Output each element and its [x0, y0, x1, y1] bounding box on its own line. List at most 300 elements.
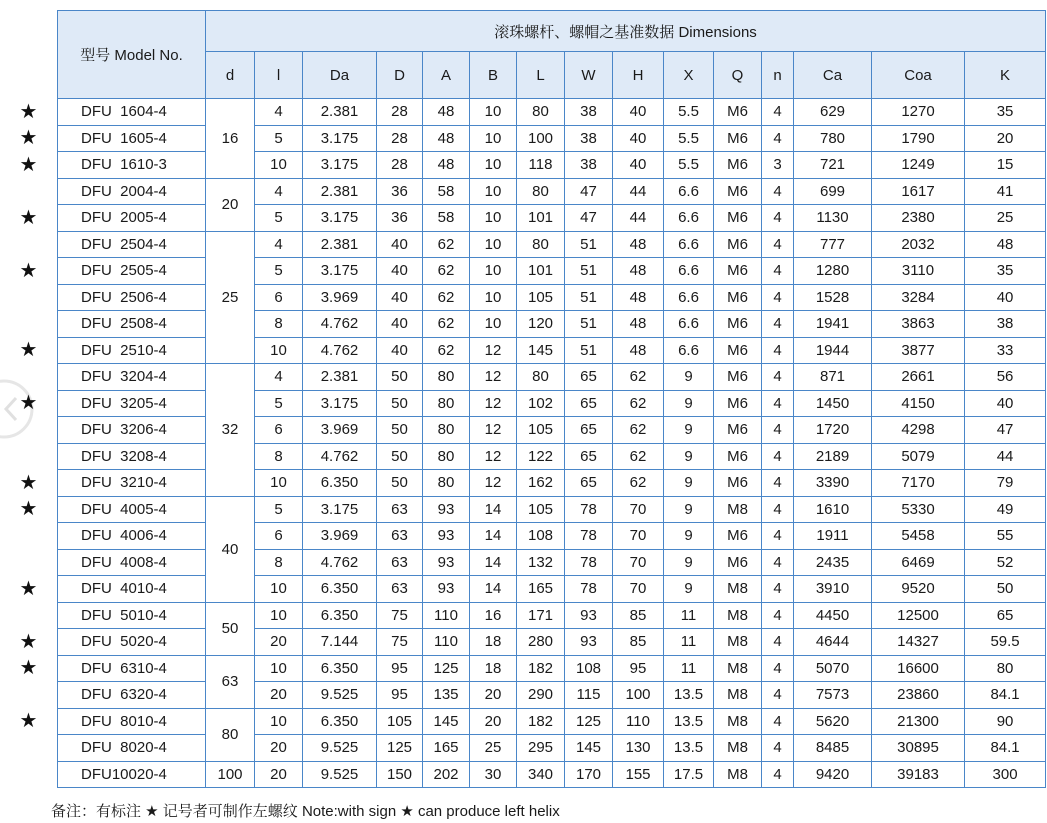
table-row: [58, 602, 1046, 629]
value-cell: 6469: [872, 549, 965, 576]
value-cell: 1617: [872, 178, 965, 205]
column-header-row: [58, 52, 1046, 99]
value-cell: 871: [794, 364, 872, 391]
value-cell: 65: [565, 470, 613, 497]
value-cell: 5079: [872, 443, 965, 470]
value-cell: 28: [377, 152, 423, 179]
value-cell: 290: [517, 682, 565, 709]
value-cell: 13.5: [664, 735, 714, 762]
value-cell: 3.969: [303, 284, 377, 311]
value-cell: 10: [470, 152, 517, 179]
value-cell: 5: [255, 258, 303, 285]
value-cell: 4: [762, 284, 794, 311]
value-cell: M6: [714, 152, 762, 179]
star-icon: ★: [19, 206, 38, 229]
column-header: A: [423, 52, 470, 99]
value-cell: 5620: [794, 708, 872, 735]
model-cell: DFU 1604-4: [58, 99, 206, 126]
value-cell: 39183: [872, 761, 965, 788]
value-cell: 33: [965, 337, 1046, 364]
d-cell: 25: [206, 231, 255, 364]
value-cell: 47: [965, 417, 1046, 444]
model-cell: DFU 1610-3: [58, 152, 206, 179]
model-cell: DFU 1605-4: [58, 125, 206, 152]
value-cell: 18: [470, 655, 517, 682]
value-cell: 21300: [872, 708, 965, 735]
value-cell: 50: [965, 576, 1046, 603]
value-cell: 62: [423, 284, 470, 311]
value-cell: 9.525: [303, 682, 377, 709]
value-cell: 10: [470, 125, 517, 152]
value-cell: 4: [762, 549, 794, 576]
value-cell: 2189: [794, 443, 872, 470]
value-cell: 58: [423, 178, 470, 205]
model-cell: DFU 4006-4: [58, 523, 206, 550]
value-cell: M8: [714, 708, 762, 735]
value-cell: 10: [255, 708, 303, 735]
value-cell: 182: [517, 655, 565, 682]
value-cell: 4: [762, 99, 794, 126]
model-cell: DFU 3206-4: [58, 417, 206, 444]
value-cell: M8: [714, 761, 762, 788]
value-cell: 9: [664, 549, 714, 576]
value-cell: 3390: [794, 470, 872, 497]
value-cell: 4: [762, 443, 794, 470]
value-cell: 12: [470, 443, 517, 470]
column-header: W: [565, 52, 613, 99]
value-cell: 40: [377, 231, 423, 258]
value-cell: 4644: [794, 629, 872, 656]
value-cell: 78: [565, 523, 613, 550]
value-cell: 13.5: [664, 682, 714, 709]
value-cell: 95: [377, 682, 423, 709]
value-cell: 6.6: [664, 205, 714, 232]
value-cell: 38: [965, 311, 1046, 338]
value-cell: M6: [714, 311, 762, 338]
model-cell: DFU 2504-4: [58, 231, 206, 258]
value-cell: 100: [613, 682, 664, 709]
value-cell: 6.6: [664, 337, 714, 364]
value-cell: 78: [565, 496, 613, 523]
value-cell: 4: [762, 470, 794, 497]
value-cell: 7170: [872, 470, 965, 497]
column-header: Coa: [872, 52, 965, 99]
value-cell: 5.5: [664, 125, 714, 152]
value-cell: 9: [664, 364, 714, 391]
value-cell: 130: [613, 735, 664, 762]
value-cell: 62: [613, 443, 664, 470]
d-cell: 63: [206, 655, 255, 708]
value-cell: 1270: [872, 99, 965, 126]
value-cell: 721: [794, 152, 872, 179]
value-cell: 44: [613, 178, 664, 205]
value-cell: 280: [517, 629, 565, 656]
value-cell: 101: [517, 258, 565, 285]
value-cell: 5.5: [664, 152, 714, 179]
table-row: [58, 708, 1046, 735]
value-cell: 62: [423, 311, 470, 338]
value-cell: 9: [664, 390, 714, 417]
value-cell: 63: [377, 576, 423, 603]
value-cell: 20: [255, 761, 303, 788]
value-cell: 10: [255, 152, 303, 179]
value-cell: 20: [470, 708, 517, 735]
value-cell: 63: [377, 549, 423, 576]
value-cell: 105: [377, 708, 423, 735]
value-cell: M8: [714, 496, 762, 523]
value-cell: 80: [517, 178, 565, 205]
value-cell: 4: [762, 337, 794, 364]
value-cell: M6: [714, 443, 762, 470]
value-cell: M8: [714, 735, 762, 762]
value-cell: 85: [613, 602, 664, 629]
value-cell: 5.5: [664, 99, 714, 126]
value-cell: M6: [714, 231, 762, 258]
value-cell: 12: [470, 337, 517, 364]
star-placeholder: [0, 311, 57, 338]
value-cell: 78: [565, 576, 613, 603]
value-cell: 12: [470, 470, 517, 497]
value-cell: 93: [565, 602, 613, 629]
value-cell: 50: [377, 470, 423, 497]
value-cell: 6.350: [303, 655, 377, 682]
value-cell: 3.175: [303, 390, 377, 417]
value-cell: 4.762: [303, 311, 377, 338]
value-cell: 5: [255, 496, 303, 523]
value-cell: 40: [377, 258, 423, 285]
star-icon: ★: [19, 471, 38, 494]
model-cell: DFU 4008-4: [58, 549, 206, 576]
value-cell: 10: [470, 284, 517, 311]
star-icon: ★: [19, 127, 38, 149]
value-cell: 4298: [872, 417, 965, 444]
model-cell: DFU 2508-4: [58, 311, 206, 338]
column-header: n: [762, 52, 794, 99]
model-cell: DFU 2505-4: [58, 258, 206, 285]
model-cell: DFU 3210-4: [58, 470, 206, 497]
table-row: [58, 99, 1046, 126]
column-header: K: [965, 52, 1046, 99]
value-cell: 62: [423, 337, 470, 364]
column-header: Da: [303, 52, 377, 99]
value-cell: 4: [762, 629, 794, 656]
value-cell: M6: [714, 470, 762, 497]
value-cell: 4150: [872, 390, 965, 417]
value-cell: 40: [613, 125, 664, 152]
value-cell: 84.1: [965, 735, 1046, 762]
value-cell: 10: [470, 205, 517, 232]
model-cell: DFU 2005-4: [58, 205, 206, 232]
value-cell: 132: [517, 549, 565, 576]
value-cell: 40: [965, 390, 1046, 417]
star-placeholder: [0, 761, 57, 788]
value-cell: 80: [423, 470, 470, 497]
value-cell: 4: [255, 99, 303, 126]
value-cell: 62: [613, 364, 664, 391]
value-cell: 3110: [872, 258, 965, 285]
table-row: [58, 761, 1046, 788]
value-cell: 41: [965, 178, 1046, 205]
value-cell: M6: [714, 125, 762, 152]
model-cell: DFU 6310-4: [58, 655, 206, 682]
value-cell: 16: [470, 602, 517, 629]
value-cell: 40: [377, 284, 423, 311]
value-cell: 170: [565, 761, 613, 788]
value-cell: 70: [613, 496, 664, 523]
star-placeholder: [0, 549, 57, 576]
table-title: 滚珠螺杆、螺帽之基准数据 Dimensions: [206, 11, 1046, 52]
star-placeholder: [0, 735, 57, 762]
value-cell: 51: [565, 337, 613, 364]
value-cell: 8: [255, 443, 303, 470]
value-cell: 4: [762, 655, 794, 682]
value-cell: 48: [423, 125, 470, 152]
value-cell: 145: [423, 708, 470, 735]
value-cell: 629: [794, 99, 872, 126]
value-cell: 80: [423, 417, 470, 444]
value-cell: 108: [565, 655, 613, 682]
value-cell: 300: [965, 761, 1046, 788]
value-cell: 2661: [872, 364, 965, 391]
value-cell: 10: [470, 178, 517, 205]
value-cell: 93: [423, 496, 470, 523]
value-cell: 80: [423, 443, 470, 470]
value-cell: 10: [470, 99, 517, 126]
star-placeholder: [0, 231, 57, 258]
value-cell: 40: [377, 311, 423, 338]
d-cell: 32: [206, 364, 255, 497]
value-cell: 3284: [872, 284, 965, 311]
value-cell: 70: [613, 523, 664, 550]
value-cell: 48: [423, 152, 470, 179]
value-cell: 1790: [872, 125, 965, 152]
star-placeholder: [0, 443, 57, 470]
value-cell: 10: [255, 655, 303, 682]
value-cell: 65: [565, 417, 613, 444]
model-cell: DFU 4005-4: [58, 496, 206, 523]
value-cell: 51: [565, 284, 613, 311]
value-cell: 48: [965, 231, 1046, 258]
column-header: L: [517, 52, 565, 99]
star-icon: ★: [19, 153, 38, 176]
table-row: [58, 496, 1046, 523]
value-cell: 5070: [794, 655, 872, 682]
value-cell: 93: [565, 629, 613, 656]
value-cell: 9: [664, 523, 714, 550]
value-cell: 1944: [794, 337, 872, 364]
star-icon: ★: [19, 710, 38, 732]
column-header: l: [255, 52, 303, 99]
column-header: B: [470, 52, 517, 99]
value-cell: 50: [377, 443, 423, 470]
value-cell: 49: [965, 496, 1046, 523]
value-cell: 102: [517, 390, 565, 417]
value-cell: 20: [470, 682, 517, 709]
value-cell: 52: [965, 549, 1046, 576]
value-cell: 4: [762, 258, 794, 285]
value-cell: 3.969: [303, 523, 377, 550]
value-cell: 59.5: [965, 629, 1046, 656]
value-cell: 63: [377, 523, 423, 550]
value-cell: 4: [762, 178, 794, 205]
value-cell: 1249: [872, 152, 965, 179]
star-icon: ★: [19, 657, 38, 679]
value-cell: 110: [423, 629, 470, 656]
value-cell: 14: [470, 523, 517, 550]
value-cell: 11: [664, 655, 714, 682]
value-cell: 9: [664, 470, 714, 497]
value-cell: 1280: [794, 258, 872, 285]
value-cell: 699: [794, 178, 872, 205]
model-cell: DFU 3204-4: [58, 364, 206, 391]
value-cell: 48: [613, 258, 664, 285]
value-cell: 108: [517, 523, 565, 550]
value-cell: 6.6: [664, 311, 714, 338]
value-cell: 3: [762, 152, 794, 179]
value-cell: M6: [714, 258, 762, 285]
cropped-header-text: [0, 0, 1047, 10]
value-cell: 8485: [794, 735, 872, 762]
model-cell: DFU 2506-4: [58, 284, 206, 311]
value-cell: 6.6: [664, 231, 714, 258]
value-cell: 90: [965, 708, 1046, 735]
value-cell: 48: [613, 284, 664, 311]
value-cell: 11: [664, 629, 714, 656]
value-cell: 4: [762, 417, 794, 444]
value-cell: 40: [613, 152, 664, 179]
value-cell: 125: [423, 655, 470, 682]
table-row: [58, 655, 1046, 682]
value-cell: 4.762: [303, 337, 377, 364]
value-cell: 70: [613, 549, 664, 576]
value-cell: 6.350: [303, 470, 377, 497]
value-cell: 62: [423, 258, 470, 285]
value-cell: 14: [470, 576, 517, 603]
value-cell: 48: [613, 231, 664, 258]
value-cell: 4: [762, 496, 794, 523]
value-cell: 44: [613, 205, 664, 232]
value-cell: 3.175: [303, 258, 377, 285]
value-cell: 171: [517, 602, 565, 629]
value-cell: 93: [423, 523, 470, 550]
value-cell: 11: [664, 602, 714, 629]
value-cell: 6: [255, 284, 303, 311]
model-header: 型号 Model No.: [58, 11, 206, 99]
value-cell: 4: [762, 708, 794, 735]
value-cell: 4.762: [303, 549, 377, 576]
value-cell: 62: [423, 231, 470, 258]
value-cell: M8: [714, 682, 762, 709]
value-cell: 65: [965, 602, 1046, 629]
d-cell: 100: [206, 761, 255, 788]
value-cell: 55: [965, 523, 1046, 550]
value-cell: 1941: [794, 311, 872, 338]
value-cell: 4: [762, 682, 794, 709]
value-cell: 2.381: [303, 99, 377, 126]
value-cell: M6: [714, 364, 762, 391]
value-cell: 80: [423, 390, 470, 417]
value-cell: M8: [714, 629, 762, 656]
value-cell: 155: [613, 761, 664, 788]
value-cell: 105: [517, 496, 565, 523]
value-cell: M8: [714, 576, 762, 603]
value-cell: 4: [762, 576, 794, 603]
value-cell: 7.144: [303, 629, 377, 656]
value-cell: 75: [377, 629, 423, 656]
value-cell: 202: [423, 761, 470, 788]
value-cell: 101: [517, 205, 565, 232]
model-cell: DFU 5020-4: [58, 629, 206, 656]
value-cell: 80: [517, 364, 565, 391]
model-cell: DFU10020-4: [58, 761, 206, 788]
value-cell: 110: [613, 708, 664, 735]
value-cell: 16600: [872, 655, 965, 682]
value-cell: 13.5: [664, 708, 714, 735]
value-cell: 93: [423, 549, 470, 576]
star-icon: ★: [19, 339, 38, 361]
value-cell: 4: [762, 364, 794, 391]
star-icon: ★: [19, 577, 38, 600]
d-cell: 20: [206, 178, 255, 231]
value-cell: 4: [255, 178, 303, 205]
value-cell: 44: [965, 443, 1046, 470]
value-cell: 25: [965, 205, 1046, 232]
value-cell: 23860: [872, 682, 965, 709]
star-placeholder: [0, 364, 57, 391]
value-cell: 120: [517, 311, 565, 338]
value-cell: 35: [965, 99, 1046, 126]
column-header: Ca: [794, 52, 872, 99]
value-cell: 48: [613, 311, 664, 338]
star-placeholder: [0, 523, 57, 550]
value-cell: 182: [517, 708, 565, 735]
value-cell: 9: [664, 496, 714, 523]
value-cell: 85: [613, 629, 664, 656]
value-cell: 145: [517, 337, 565, 364]
value-cell: 12: [470, 417, 517, 444]
value-cell: 6: [255, 523, 303, 550]
star-placeholder: [0, 682, 57, 709]
value-cell: 340: [517, 761, 565, 788]
value-cell: 3.175: [303, 496, 377, 523]
value-cell: 51: [565, 231, 613, 258]
value-cell: M6: [714, 390, 762, 417]
value-cell: 80: [423, 364, 470, 391]
value-cell: 18: [470, 629, 517, 656]
value-cell: 6.350: [303, 576, 377, 603]
value-cell: 20: [255, 682, 303, 709]
value-cell: 30895: [872, 735, 965, 762]
table-body: [58, 99, 1046, 788]
value-cell: 165: [517, 576, 565, 603]
value-cell: 8: [255, 311, 303, 338]
value-cell: 51: [565, 311, 613, 338]
value-cell: 105: [517, 417, 565, 444]
value-cell: 6.350: [303, 602, 377, 629]
value-cell: 4: [762, 390, 794, 417]
d-cell: 16: [206, 99, 255, 179]
value-cell: 1610: [794, 496, 872, 523]
model-cell: DFU 5010-4: [58, 602, 206, 629]
value-cell: 10: [255, 576, 303, 603]
value-cell: 4: [762, 735, 794, 762]
column-header: X: [664, 52, 714, 99]
value-cell: M8: [714, 655, 762, 682]
value-cell: M6: [714, 337, 762, 364]
value-cell: 4: [255, 364, 303, 391]
value-cell: 9520: [872, 576, 965, 603]
value-cell: 3910: [794, 576, 872, 603]
